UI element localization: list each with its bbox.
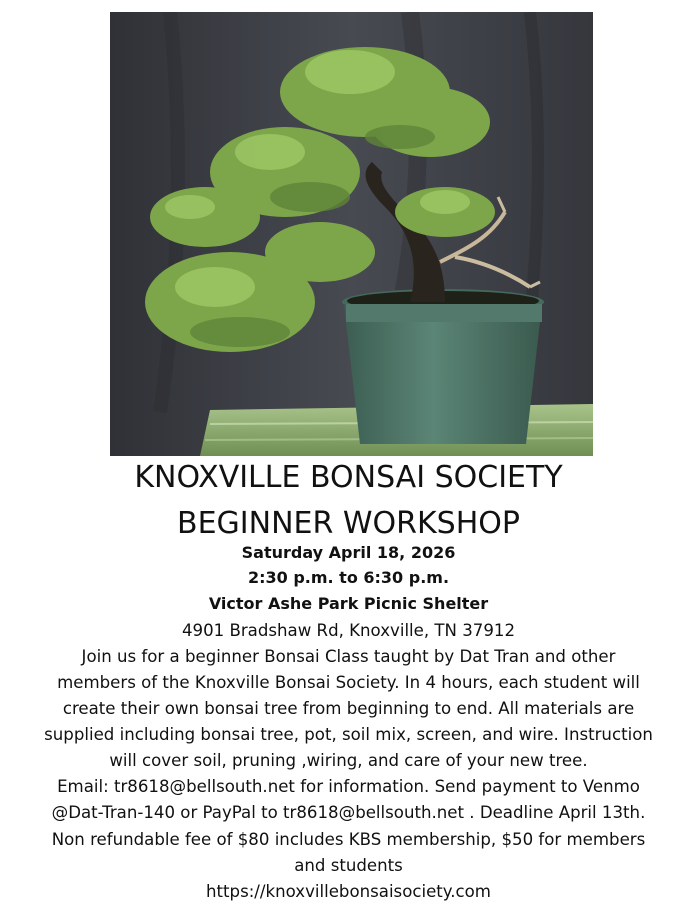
event-venue: Victor Ashe Park Picnic Shelter: [208, 594, 489, 613]
fee-line: Non refundable fee of $80 includes KBS membership, $50 for members: [51, 830, 646, 849]
description-line: will cover soil, pruning ,wiring, and care of your new tree.: [109, 751, 588, 770]
website-link[interactable]: https://knoxvillebonsaisociety.com: [206, 882, 491, 901]
description-line: supplied including bonsai tree, pot, soil mix, screen, and wire. Instruction: [44, 725, 653, 744]
description-line: Join us for a beginner Bonsai Class taught by Dat Tran and other: [81, 647, 616, 666]
description-line: create their own bonsai tree from beginning to end. All materials are: [62, 699, 635, 718]
contact-line: Email: tr8618@bellsouth.net for information. Send payment to Venmo: [57, 777, 640, 796]
event-time: 2:30 p.m. to 6:30 p.m.: [247, 568, 450, 587]
bonsai-photo: [110, 12, 593, 456]
description-line: members of the Knoxville Bonsai Society. In 4 hours, each student will: [57, 673, 640, 692]
title-line-2: BEGINNER WORKSHOP: [177, 506, 520, 541]
payment-line: @Dat-Tran-140 or PayPal to tr8618@bellsouth.net . Deadline April 13th.: [51, 803, 646, 822]
event-date: Saturday April 18, 2026: [241, 543, 456, 562]
fee-line-continued: and students: [294, 856, 403, 875]
event-address: 4901 Bradshaw Rd, Knoxville, TN 37912: [181, 621, 516, 640]
title-line-1: KNOXVILLE BONSAI SOCIETY: [134, 460, 563, 495]
